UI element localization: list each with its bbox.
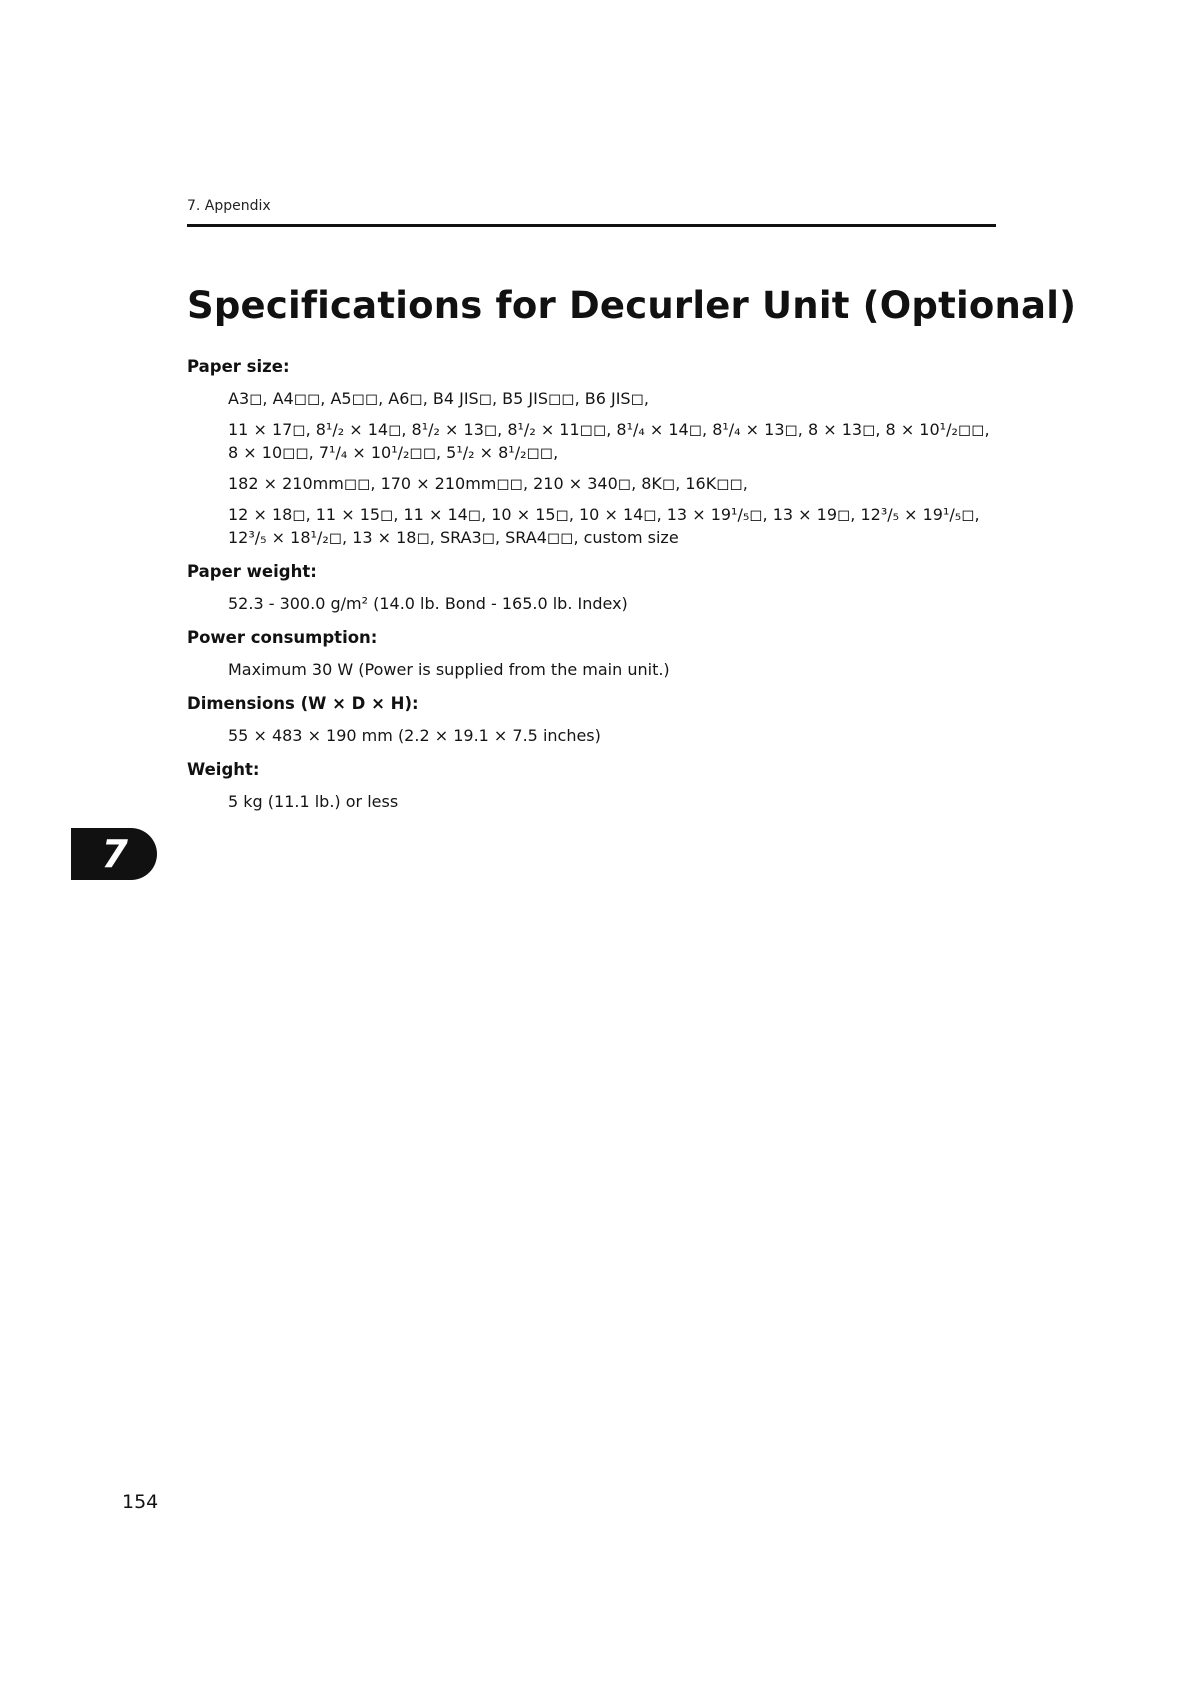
spec-line: 182 × 210mm◻◻, 170 × 210mm◻◻, 210 × 340◻, 8K◻, 16K◻◻, [228,474,748,493]
spec-line: 52.3 - 300.0 g/m² (14.0 lb. Bond - 165.0 lb. Index) [228,594,628,613]
page-number: 154 [122,1491,159,1513]
spec-detail-dimensions [228,724,997,747]
chapter-tab: 7 [71,828,157,880]
spec-detail-power-consumption [228,658,997,681]
spec-line: 55 × 483 × 190 mm (2.2 × 19.1 × 7.5 inches) [228,726,601,745]
spec-term-dimensions: Dimensions (W × D × H): [187,694,419,713]
spec-detail-paper-weight [228,592,997,615]
spec-term-power-consumption: Power consumption: [187,628,378,647]
spec-detail-weight [228,790,997,813]
spec-line: 5 kg (11.1 lb.) or less [228,792,399,811]
spec-line: 11 × 17◻, 8¹/₂ × 14◻, 8¹/₂ × 13◻, 8¹/₂ × 11◻◻, 8¹/₄ × 14◻, 8¹/₄ × 13◻, 8 × 13◻, 8 × 10¹/₂◻◻, 8 × 10◻◻, 7¹/₄ × 10¹/₂◻◻, 5¹/₂ × 8¹/₂◻◻, [228,420,990,462]
spec-term-paper-size: Paper size: [187,357,290,376]
page-title: Specifications for Decurler Unit (Optional) [187,284,1077,327]
spec-list [187,356,997,825]
header-divider [187,224,996,227]
spec-line: 12 × 18◻, 11 × 15◻, 11 × 14◻, 10 × 15◻, 10 × 14◻, 13 × 19¹/₅◻, 13 × 19◻, 12³/₅ × 19¹/₅◻, 12³/₅ × 18¹/₂◻, 13 × 18◻, SRA3◻, SRA4◻◻, custom size [228,505,980,547]
spec-term-paper-weight: Paper weight: [187,562,317,581]
section-header-label: 7. Appendix [187,198,271,214]
spec-line: A3◻, A4◻◻, A5◻◻, A6◻, B4 JIS◻, B5 JIS◻◻, B6 JIS◻, [228,389,649,408]
spec-line: Maximum 30 W (Power is supplied from the main unit.) [228,660,670,679]
spec-detail-paper-size [228,387,997,549]
spec-term-weight: Weight: [187,760,260,779]
